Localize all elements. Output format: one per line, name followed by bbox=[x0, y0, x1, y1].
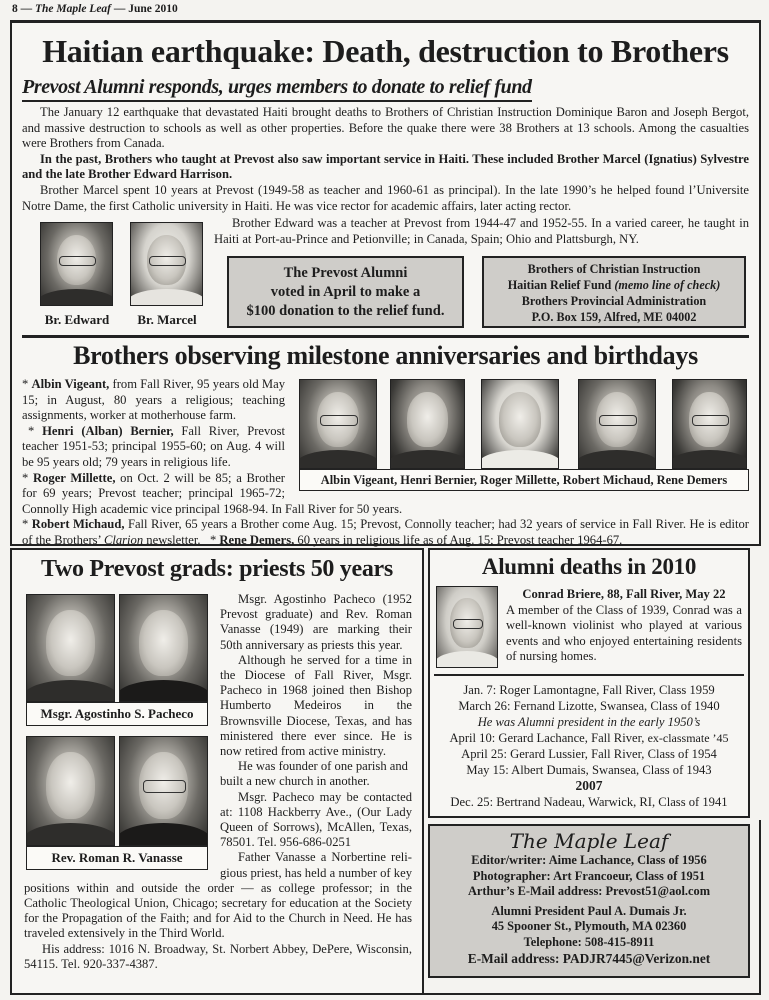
haiti-headline: Haitian earthquake: Death, destruction to Brothers bbox=[42, 33, 729, 69]
priests-para-3: He was founder of one parish and built a new church in another. bbox=[220, 759, 408, 789]
caption-br-edward: Br. Edward bbox=[44, 312, 110, 328]
milestone-entry-millette: * Roger Millette, on Oct. 2 will be 85; a Brother for 69 years; Prevost teacher; principal 1965-72; Connolly High academic vice principal 1968-94. In Fall River for 50 years. bbox=[22, 470, 403, 516]
haiti-para-4: Brother Edward was a teacher at Prevost from 1944-47 and 1952-55. In a varied career, he taught in Haiti at Port-au-Prince and Petionville; in Canada, Spain; Ohio and Plattsburgh, NY. bbox=[214, 216, 749, 246]
priests-para-1: Msgr. Agostinho Pacheco (1952 Prevost graduate) and Rev. Roman Vanasse (1949) are marking their 50th anniversary as priests this year. bbox=[220, 592, 412, 652]
photo-br-marcel bbox=[130, 222, 203, 306]
section-divider bbox=[22, 335, 749, 338]
haiti-para-3: Brother Marcel spent 10 years at Prevost (1949-58 as teacher and 1960-61 as principal). In the late 1990’s he helped found l’Universite Notre Dame, the first Catholic university in Haiti. He was vice rector for academic affairs, later acting rector. bbox=[22, 182, 749, 213]
death-entry: Jan. 7: Roger Lamontagne, Fall River, Class 1959 bbox=[463, 683, 715, 697]
priests-body bbox=[24, 592, 412, 972]
milestone-entry-demers: * Rene Demers, 60 years in religious life as of Aug. 15; Prevost teacher 1964-67. bbox=[209, 532, 623, 547]
priests-article bbox=[10, 548, 424, 995]
priests-para-5: Father Vanasse a Norbertine reli- gious priest, has held a number of key positions within and outside the order — as college professor; in the Catholic Theological Union, Chicago; secretary for education at the Society for the Propagation of the Faith; and for Aid to the Church in Need. He has traveled extensively in the Third World. bbox=[24, 850, 412, 941]
priests-headline: Two Prevost grads: priests 50 years bbox=[41, 556, 393, 582]
photo-robert-michaud bbox=[578, 379, 656, 469]
milestones-headline: Brothers observing milestone anniversaries and birthdays bbox=[73, 341, 698, 370]
caption-pacheco: Msgr. Agostinho S. Pacheco bbox=[26, 702, 208, 726]
milestones-photo-caption: Albin Vigeant, Henri Bernier, Roger Millette, Robert Michaud, Rene Demers bbox=[299, 469, 749, 491]
page-number: 8 bbox=[12, 3, 18, 15]
photo-roger-millette bbox=[481, 379, 559, 469]
relief-fund-address-box: Brothers of Christian Instruction Haitian Relief Fund (memo line of check) Brothers Provincial Administration P.O. Box 159, Alfred, ME 04002 bbox=[482, 256, 746, 328]
running-head: 8 — The Maple Leaf — June 2010 bbox=[12, 3, 178, 15]
death-entry: April 10: Gerard Lachance, Fall River, ex-classmate ’45 bbox=[449, 731, 729, 745]
conrad-briere-title: Conrad Briere, 88, Fall River, May 22 bbox=[522, 587, 726, 601]
photo-henri-bernier bbox=[390, 379, 465, 469]
caption-br-marcel: Br. Marcel bbox=[137, 312, 197, 328]
death-note: He was Alumni president in the early 1950’s bbox=[477, 715, 701, 729]
haiti-subhead: Prevost Alumni responds, urges members to donate to relief fund bbox=[22, 75, 532, 102]
publication-name: The Maple Leaf bbox=[35, 3, 112, 15]
masthead-telephone: Telephone: 508-415-8911 bbox=[523, 934, 655, 949]
photo-rene-demers bbox=[672, 379, 747, 469]
masthead-editor: Editor/writer: Aime Lachance, Class of 1956 bbox=[471, 853, 707, 867]
photo-conrad-briere bbox=[436, 586, 498, 668]
haiti-lower-block bbox=[22, 216, 749, 340]
photo-pacheco-young bbox=[26, 594, 115, 702]
masthead-president: Alumni President Paul A. Dumais Jr. bbox=[491, 903, 687, 918]
masthead-arthur-email: Arthur’s E-Mail address: Prevost51@aol.com bbox=[467, 884, 711, 899]
haiti-para-2: In the past, Brothers who taught at Prevost also saw important service in Haiti. These included Brother Marcel (Ignatius) Sylvestre and the late Brother Edward Harrison. bbox=[22, 151, 749, 182]
death-entry: March 26: Fernand Lizotte, Swansea, Class of 1940 bbox=[458, 699, 720, 713]
milestone-entry-bernier: * Henri (Alban) Bernier, Fall River, Prevost teacher 1951-53; principal 1955-60; on Aug. 4 will be 95 years old; 79 years in religious life. bbox=[22, 423, 285, 469]
haiti-para-1: The January 12 earthquake that devastated Haiti brought deaths to Brothers of Christian Instruction Dominique Baron and Joseph Bergot, and massive destruction to schools as well as other properties. Before the quake there were 38 Brothers at 13 schools. Among the casualties were Brothers from Canada. bbox=[22, 105, 749, 151]
milestones-body bbox=[22, 377, 749, 549]
photo-vanasse-young bbox=[26, 736, 115, 846]
priests-photo-column bbox=[24, 592, 210, 874]
priests-para-4: Msgr. Pacheco may be contacted at: 1108 Hackberry Ave., (Our Lady Queen of Sorrows), McAllen, Texas, 78501. Tel. 956-686-0251 bbox=[220, 789, 412, 850]
masthead-box bbox=[428, 824, 750, 978]
year-heading: 2007 bbox=[575, 778, 603, 793]
photo-br-edward bbox=[40, 222, 113, 306]
conrad-briere-text: A member of the Class of 1939, Conrad was a well-known violinist who played at various events and who enjoyed entertaining residents of nursing homes. bbox=[506, 603, 742, 664]
masthead-title: The Maple Leaf bbox=[509, 829, 669, 853]
issue-date: June 2010 bbox=[128, 3, 178, 15]
masthead-email: E-Mail address: PADJR7445@Verizon.net bbox=[467, 950, 711, 966]
masthead-address: 45 Spooner St., Plymouth, MA 02360 bbox=[491, 919, 687, 934]
haiti-article bbox=[10, 20, 761, 546]
death-entry: April 25: Gerard Lussier, Fall River, Class of 1954 bbox=[461, 747, 717, 761]
death-entry: May 15: Albert Dumais, Swansea, Class of 1943 bbox=[466, 763, 712, 777]
deaths-headline: Alumni deaths in 2010 bbox=[481, 554, 697, 579]
priests-para-2: Although he served for a time in the Diocese of Fall River, Msgr. Pacheco in 1968 joined then Bishop Humberto Medeiros in the Brownsville Diocese, Texas, and has ministered there ever since. He is now retired from active ministry. bbox=[220, 652, 412, 759]
masthead-photographer: Photographer: Art Francoeur, Class of 1951 bbox=[472, 868, 706, 883]
photo-pacheco-older bbox=[119, 594, 208, 702]
deaths-article bbox=[428, 548, 750, 818]
milestone-entry-vigeant: * Albin Vigeant, from Fall River, 95 years old May 15; in August, 80 years a religious; teaching assignments, worker at motherhouse farm. bbox=[22, 377, 285, 423]
haiti-body bbox=[22, 105, 749, 340]
deaths-divider bbox=[434, 674, 744, 676]
photo-albin-vigeant bbox=[299, 379, 377, 469]
death-entry: Dec. 25: Bertrand Nadeau, Warwick, RI, Class of 1941 bbox=[450, 795, 728, 809]
deaths-list bbox=[430, 682, 748, 810]
caption-vanasse: Rev. Roman R. Vanasse bbox=[26, 846, 208, 870]
priests-para-6: His address: 1016 N. Broadway, St. Norbert Abbey, DePere, Wisconsin, 54115. Tel. 920-337-4387. bbox=[24, 941, 412, 971]
photo-vanasse-older bbox=[119, 736, 208, 846]
milestone-entry-michaud: * Robert Michaud, Fall River, 65 years a Brother come Aug. 15; Prevost, Connolly teacher; had 32 years of service in Fall River. He is editor of the Brothers’ Clarion newsletter. * Rene Demers, 60 years in religious life as of Aug. 15; Prevost teacher 1964-67. bbox=[22, 517, 749, 547]
milestones-photo-strip bbox=[293, 377, 749, 495]
donation-box: The Prevost Alumni voted in April to make a $100 donation to the relief fund. bbox=[227, 256, 464, 328]
